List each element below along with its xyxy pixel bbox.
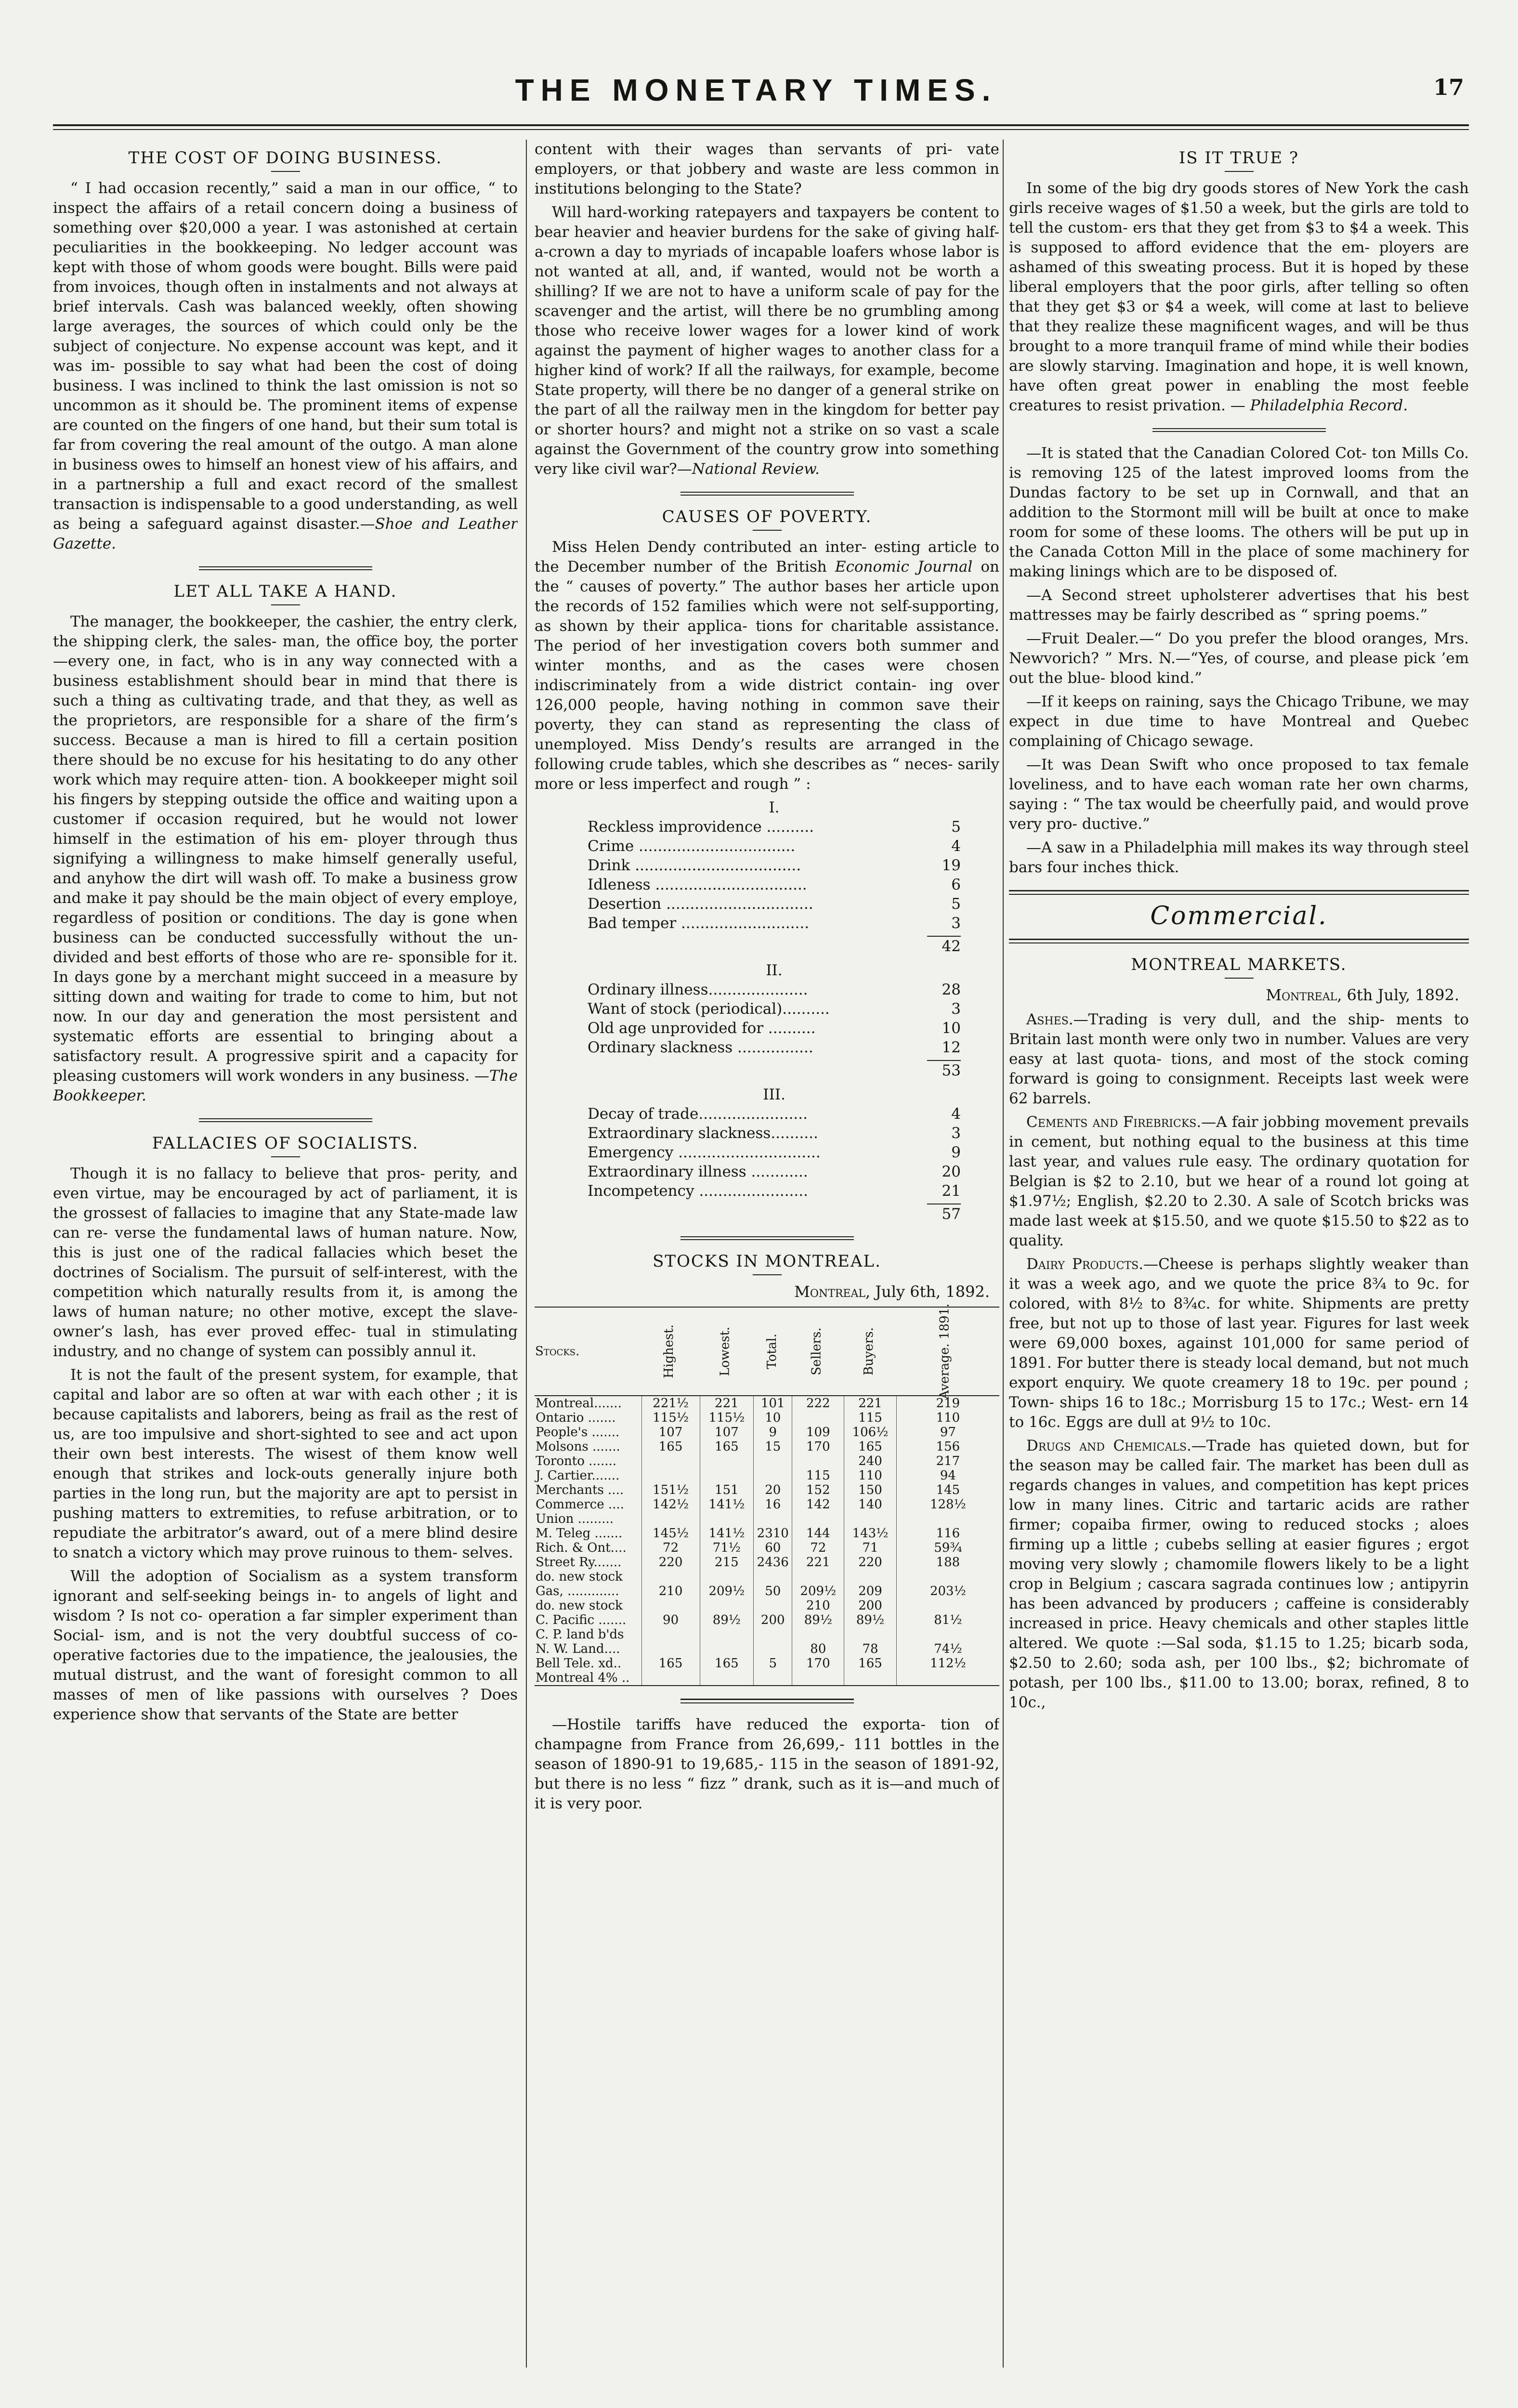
stock-value [844, 1671, 897, 1686]
stock-value: 16 [754, 1497, 792, 1512]
stock-value: 89½ [792, 1613, 844, 1627]
cause-label: Ordinary illness..................... [588, 981, 808, 998]
stock-value [641, 1642, 700, 1656]
notes-list [1009, 444, 1469, 877]
cause-count: 3 [951, 1000, 961, 1018]
stock-name: Molsons ....... [536, 1440, 620, 1454]
stock-name: Montreal 4% .. [535, 1671, 641, 1686]
cause-row [588, 856, 961, 875]
market-lead: Ashes. [1026, 1011, 1073, 1028]
article-title-true: IS IT TRUE ? [1178, 148, 1299, 168]
table-row [535, 1671, 999, 1686]
stock-value: 140 [844, 1497, 897, 1512]
stock-name: Montreal....... [536, 1396, 622, 1411]
stock-value [792, 1570, 844, 1584]
article-title-hand: LET ALL TAKE A HAND. [173, 582, 397, 601]
cause-count: 3 [951, 1125, 961, 1142]
cause-count: 28 [942, 981, 961, 998]
table-row [535, 1512, 999, 1526]
stock-value [641, 1570, 700, 1584]
table-row [535, 1613, 999, 1627]
stock-value: 80 [792, 1642, 844, 1656]
stock-value: 150 [844, 1483, 897, 1497]
stock-value: 221 [700, 1396, 753, 1411]
stock-value [896, 1512, 999, 1526]
cause-count: 3 [951, 915, 961, 932]
article-separator [680, 492, 854, 496]
cause-label: Ordinary slackness ................ [588, 1039, 813, 1056]
stock-value: 200 [754, 1613, 792, 1627]
stock-value [792, 1411, 844, 1425]
cause-label: Drink ................................... [588, 857, 801, 874]
column-2 [535, 140, 999, 2368]
cause-row [588, 1143, 961, 1162]
stock-value [700, 1454, 753, 1468]
stock-value: 2436 [754, 1555, 792, 1570]
stock-value: 78 [844, 1642, 897, 1656]
stock-value: 210 [792, 1598, 844, 1613]
markets-dateline: Montreal, 6th July, 1892. [1266, 986, 1459, 1004]
stock-value: 222 [792, 1396, 844, 1411]
stock-name: C. P. land b'ds [536, 1627, 624, 1642]
article-body-true: In some of the big dry goods stores of New York the cash girls receive wages of $1.50 a week, but the girls are told to tell the custom- ers that they get from $3 to $4 a week. This is supposed to afford evidence that the em- ployers are ashamed of this sweating process. But it is hoped by these liberal employers that the poor girls, after telling so often that they get $3 or $4 a week, will come at last to believe that they realize these magnificent wages, and will be thus brought to a more tranquil frame of mind while their bodies are slowly starving. Imagination and hope, it is well known, have often great power in enabling the most feeble creatures to resist privation. — Philadelphia Record. [1009, 180, 1469, 414]
cause-label: Bad temper ........................... [588, 915, 810, 932]
article-separator [680, 1236, 854, 1240]
article-paragraph: Will the adoption of Socialism as a system transform ignorant and self-seeking beings in- to angels of light and wisdom ? Is not co- operation a far simpler experiment than Social- ism, and is not the very doubtful success of co- operative factories due to the impatience, the jealousies, the mutual distrust, and the want of foresight common to all masses of men of like passions with ourselves ? Does experience show that servants of the State are better [53, 1568, 518, 1723]
stock-value: 74½ [896, 1642, 999, 1656]
article-title-stocks: STOCKS IN MONTREAL. [653, 1252, 881, 1271]
title-dash [753, 530, 782, 531]
cause-count: 10 [942, 1020, 961, 1037]
stock-name: N. W. Land.... [536, 1642, 620, 1656]
market-text: —Cheese is perhaps slightly weaker than it was a week ago, and we quote the price 8¾ to 9c. for colored, with 8½ to 8¾c. for white. Shipments are pretty free, but not up to those of last year. Figures for last week were 69,000 boxes, against 101,000 for same period of 1891. For butter there is steady local demand, but not much export enquiry. We quote creamery 18 to 19c. per pound ; Town- ships 16 to 18c.; Morrisburg 15 to 17c.; West- ern 14 to 16c. Eggs are dull at 9½ to 10c. [1009, 1256, 1469, 1431]
stock-value: 209½ [792, 1584, 844, 1598]
stock-name: do. new stock [536, 1570, 623, 1584]
market-paragraph [1009, 1255, 1469, 1432]
stock-value [754, 1671, 792, 1686]
stock-value [844, 1627, 897, 1642]
cause-count: 4 [951, 1105, 961, 1123]
column-header: Lowest. [700, 1307, 753, 1396]
stock-value [700, 1570, 753, 1584]
stock-name: Union ......... [536, 1512, 614, 1526]
column-header: Highest. [641, 1307, 700, 1396]
cause-row [588, 1038, 961, 1057]
table-row [535, 1598, 999, 1613]
article-credit: National Review. [692, 460, 820, 478]
table-row [535, 1656, 999, 1671]
cause-label: Incompetency ....................... [588, 1182, 808, 1200]
stock-value [896, 1570, 999, 1584]
cause-count: 6 [951, 876, 961, 893]
title-dash [1225, 978, 1254, 979]
stock-value [700, 1512, 753, 1526]
stock-value: 71 [844, 1541, 897, 1555]
stock-value [792, 1671, 844, 1686]
stock-value: 115 [844, 1411, 897, 1425]
group-numeral: II. [766, 962, 783, 979]
stock-value [641, 1468, 700, 1483]
cause-label: Extraordinary slackness.......... [588, 1125, 818, 1142]
stock-value: 145½ [641, 1526, 700, 1541]
table-row [535, 1642, 999, 1656]
cause-row [588, 1019, 961, 1038]
market-reports [1009, 1010, 1469, 1713]
stock-value [844, 1570, 897, 1584]
stock-value [844, 1512, 897, 1526]
market-text: —Trade has quieted down, but for the season may be called fair. The market has been dull as regards changes in values, and competition has kept prices low in many lines. Citric and tartaric acids are rather firmer; copaiba firmer, owing to reduced stocks ; aloes firming up a little ; cubebs selling at easier figures ; ergot moving very slowly ; chamomile flowers likely to be a light crop in Belgium ; cascara sagrada continues low ; antipyrin has been advanced by producers ; caffeine is considerably increased in price. Heavy chemicals and other staples little altered. We quote :—Sal soda, $1.15 to 1.25; bicarb soda, $2.50 to 2.60; soda ash, per 100 lbs., $2; bichromate of potash, per 100 lbs., $11.00 to 13.00; borax, refined, 8 to 10c., [1009, 1437, 1469, 1711]
stock-value [641, 1627, 700, 1642]
table-row [535, 1584, 999, 1598]
stock-value [792, 1512, 844, 1526]
stock-value: 115½ [641, 1411, 700, 1425]
cause-row [588, 894, 961, 914]
article-paragraph: Will hard-working ratepayers and taxpayers be content to bear heavier and heavier burdens for the sake of giving half-a-crown a day to myriads of incapable loafers whose labor is not wanted at all, and, if wanted, would not be worth a shilling? If we are not to have a uniform scale of pay for the scavenger and the artist, will there be no grumbling among those who receive lower wages for a lower kind of work against the payment of higher wages to another class for a higher kind of work? If all the railways, for example, become State property, will there be no danger of a general strike on the part of all the railway men in the kingdom for better pay or shorter hours? and might not a strike on so vast a scale against the Government of the country grow into something very like civil war?—National Review. [535, 204, 999, 478]
stock-value: 209 [844, 1584, 897, 1598]
column-3 [1009, 140, 1469, 2368]
stock-value: 89½ [844, 1613, 897, 1627]
stock-value: 60 [754, 1541, 792, 1555]
market-text: —A fair jobbing movement prevails in cement, but nothing equal to the business at this time last year, and values rule easy. The ordinary quotation for Belgian is $2 to 2.10, but we hear of a round lot going at $1.97½; English, $2.20 to 2.30. A sale of Scotch bricks was made last week at $15.50, and we quote $15.50 to $22 as to quality. [1009, 1113, 1469, 1249]
stock-name: J. Cartier....... [536, 1468, 620, 1483]
article-credit: —The Bookkeeper. [53, 1067, 518, 1104]
stock-value: 59¾ [896, 1541, 999, 1555]
stock-value [754, 1598, 792, 1613]
cause-count: 4 [951, 838, 961, 855]
article-separator [199, 1118, 372, 1122]
column-header: Average. 1891. [896, 1307, 999, 1396]
stock-value: 81½ [896, 1613, 999, 1627]
market-paragraph [1009, 1436, 1469, 1713]
stock-value: 221 [792, 1555, 844, 1570]
stock-value [754, 1642, 792, 1656]
cause-count: 19 [942, 857, 961, 874]
stock-name: Rich. & Ont.... [536, 1541, 627, 1555]
table-row [535, 1541, 999, 1555]
header-rule [53, 124, 1469, 126]
stock-value: 170 [792, 1656, 844, 1671]
cause-label: Emergency .............................. [588, 1144, 821, 1161]
cause-label: Old age unprovided for .......... [588, 1020, 816, 1037]
news-note: —It was Dean Swift who once proposed to tax female loveliness, and to have each woman rate her own charms, saying : “ The tax would be cheerfully paid, and would prove very pro- ductive.” [1009, 756, 1469, 833]
stock-value [700, 1642, 753, 1656]
column-divider-2 [1003, 140, 1004, 2368]
stock-value: 145 [896, 1483, 999, 1497]
table-row [535, 1425, 999, 1440]
stock-value: 240 [844, 1454, 897, 1468]
cause-label: Extraordinary illness ............ [588, 1163, 808, 1180]
stock-value: 142 [792, 1497, 844, 1512]
cause-label: Desertion ............................... [588, 895, 813, 913]
stock-value: 112½ [896, 1656, 999, 1671]
table-row [535, 1483, 999, 1497]
stock-value: 165 [641, 1440, 700, 1454]
stock-value: 165 [700, 1656, 753, 1671]
stock-value: 143½ [844, 1526, 897, 1541]
group-total: 53 [927, 1060, 961, 1080]
stock-value: 151 [700, 1483, 753, 1497]
table-row [535, 1497, 999, 1512]
news-note: —If it keeps on raining, says the Chicago Tribune, we may expect in due time to have Montreal and Quebec complaining of Chicago sewage. [1009, 693, 1469, 750]
stocks-dateline: Montreal, July 6th, 1892. [794, 1283, 990, 1301]
stock-value: 165 [641, 1656, 700, 1671]
stock-value: 165 [844, 1656, 897, 1671]
stock-value [754, 1570, 792, 1584]
cause-row [588, 1181, 961, 1201]
stock-value [754, 1512, 792, 1526]
article-title-markets: MONTREAL MARKETS. [1131, 955, 1347, 974]
stock-value: 210 [641, 1584, 700, 1598]
cause-count: 5 [951, 818, 961, 836]
note-champagne: —Hostile tariffs have reduced the exporta- tion of champagne from France from 26,699,- 111 bottles in the season of 1890-91 to 19,685,- 115 in the season of 1891-92, but there is no less “ fizz ” drank, such as it is—and much of it is very poor. [535, 1716, 999, 1812]
page-number: 17 [1433, 74, 1464, 100]
table-header-row [535, 1307, 999, 1396]
stock-value: 89½ [700, 1613, 753, 1627]
stock-value: 72 [641, 1541, 700, 1555]
article-title-fallacies: FALLACIES OF SOCIALISTS. [152, 1134, 419, 1153]
column-header: Total. [754, 1307, 792, 1396]
stock-name: Commerce .... [536, 1497, 624, 1512]
stock-name: Merchants .... [536, 1483, 624, 1497]
article-paragraph: Miss Helen Dendy contributed an inter- esting article to the December number of the British Economic Journal on the “ causes of poverty.” The author bases her article upon the records of 152 families which were not self-supporting, as shown by their applica- tions for charitable assistance. The period of her investigation covers both summer and winter months, and as the cases were chosen indiscriminately from a wide district contain- ing over 126,000 people, having nothing in common save their poverty, they can stand as representing the class of unemployed. Miss Dendy’s results are arranged in the following crude tables, which she describes as “ neces- sarily more or less imperfect and rough ” : [535, 538, 999, 793]
cause-count: 20 [942, 1163, 961, 1180]
stock-name: C. Pacific ....... [536, 1613, 627, 1627]
title-dash [1225, 171, 1254, 172]
stock-value [754, 1627, 792, 1642]
stock-value: 110 [844, 1468, 897, 1483]
news-note: —It is stated that the Canadian Colored Cot- ton Mills Co. is removing 125 of the latest improved looms from the Dundas factory to be set up in Cornwall, and that an addition to the Stormont mill will be built at once to make room for some of these looms. The others will be put up in the Canada Cotton Mill in the place of some machinery for making linings which are to be disposed of. [1009, 445, 1469, 580]
stock-value: 188 [896, 1555, 999, 1570]
article-separator [1152, 428, 1326, 432]
article-paragraph: Though it is no fallacy to believe that pros- perity, and even virtue, may be encouraged by act of parliament, it is the grossest of fallacies to imagine that any State-made law can re- verse the fundamental laws of human nature. Now, this is just one of the radical fallacies which beset the doctrines of Socialism. The pursuit of self-interest, with the competition which naturally results from it, is among the laws of human nature; no other motive, except the slave-owner’s lash, has ever proved effec- tual in stimulating industry, and no change of system can possibly annul it. [53, 1165, 518, 1360]
stock-value: 101 [754, 1396, 792, 1411]
stock-value: 165 [844, 1440, 897, 1454]
table-row [535, 1440, 999, 1454]
stock-value: 151½ [641, 1483, 700, 1497]
stock-name: do. new stock [536, 1598, 623, 1613]
cause-count: 12 [942, 1039, 961, 1056]
stock-value: 115½ [700, 1411, 753, 1425]
table-row [535, 1411, 999, 1425]
cause-label: Want of stock (periodical).......... [588, 1000, 830, 1018]
article-body-hand: The manager, the bookkeeper, the cashier, the entry clerk, the shipping clerk, the sales- man, the office boy, the porter—every one, in fact, who is in any way connected with a business establishment should bear in mind that there is such a thing as cultivating trade, and that they, as well as the proprietors, are responsible for a share of the firm’s success. Because a man is hired to fill a certain position there should be no excuse for his hesitating to do any other work which may require atten- tion. A bookkeeper might soil his fingers by stepping outside the office and waiting upon a customer if occasion required, but he would not lower himself in the estimation of his em- ployer through thus signifying a willingness to make himself generally useful, and anyhow the dirt will wash off. To make a business grow and make it pay should be the main object of every employe, regardless of position or conditions. The day is gone when business can be conducted successfully without the un- divided and best efforts of those who are re- sponsible for it. In days gone by a merchant might succeed in a measure by sitting down and waiting for trade to come to him, but not now. In our day and generation the most persistent and systematic efforts are essential to bringing about a satisfactory result. A progressive spirit and a capacity for pleasing customers will work wonders in any business. —The Bookkeeper. [53, 613, 518, 1104]
table-row [535, 1454, 999, 1468]
table-row [535, 1570, 999, 1584]
stock-value: 107 [700, 1425, 753, 1440]
title-dash [271, 604, 300, 605]
stock-value: 142½ [641, 1497, 700, 1512]
column-header: Stocks. [535, 1307, 641, 1396]
stock-value: 221 [844, 1396, 897, 1411]
section-rule [1009, 890, 1469, 895]
journal-name: Economic Journal [835, 558, 973, 576]
stock-value: 141½ [700, 1526, 753, 1541]
stock-value: 220 [641, 1555, 700, 1570]
stock-value [792, 1454, 844, 1468]
group-total: 57 [927, 1204, 961, 1224]
stock-value: 9 [754, 1425, 792, 1440]
stock-value: 2310 [754, 1526, 792, 1541]
stock-value: 115 [792, 1468, 844, 1483]
news-note: —A saw in a Philadelphia mill makes its way through steel bars four inches thick. [1009, 839, 1469, 876]
article-body-cost: “ I had occasion recently,” said a man in our office, “ to inspect the affairs of a retail concern doing a business of something over $20,000 a year. I was astonished at certain peculiarities in the bookkeeping. No ledger account was kept with those of whom goods were bought. Bills were paid from invoices, though often in instalments and not always at brief intervals. Cash was balanced weekly, often showing large averages, the sources of which could only be the subject of conjecture. No expense account was kept, and it was im- possible to say what had been the cost of doing business. I was inclined to think the last omission is not so uncommon as it should be. The prominent items of expense are counted on the fingers of one hand, but their sum total is far from covering the real amount of the outgo. A man alone in business owes to himself an honest view of his affairs, and in a partnership a full and exact record of the smallest transaction is indispensable to a good understanding, as well as being a safeguard against disaster.—Shoe and Leather Gazette. [53, 180, 518, 552]
table-row [535, 1555, 999, 1570]
stock-name: Bell Tele. xd.. [536, 1656, 622, 1671]
stock-value: 15 [754, 1440, 792, 1454]
stock-value: 116 [896, 1526, 999, 1541]
stock-value: 72 [792, 1541, 844, 1555]
stock-value: 221½ [641, 1396, 700, 1411]
group-numeral: III. [763, 1086, 785, 1103]
market-lead: Dairy Products. [1026, 1256, 1144, 1273]
cause-row [588, 875, 961, 894]
stock-value: 20 [754, 1483, 792, 1497]
stock-value [641, 1512, 700, 1526]
title-dash [753, 1274, 782, 1275]
market-paragraph [1009, 1112, 1469, 1251]
cause-label: Crime ................................. [588, 838, 796, 855]
article-paragraph: content with their wages than servants of pri- vate employers, or that jobbery and waste are less common in institutions belonging to the State? [535, 141, 999, 197]
market-lead: Cements and Firebricks. [1026, 1113, 1202, 1131]
cause-count: 9 [951, 1144, 961, 1161]
stock-value [896, 1627, 999, 1642]
table-row [535, 1526, 999, 1541]
table-row [535, 1396, 999, 1411]
stock-value [896, 1598, 999, 1613]
article-separator [199, 566, 372, 570]
stock-value: 94 [896, 1468, 999, 1483]
stock-value: 144 [792, 1526, 844, 1541]
stock-value: 106½ [844, 1425, 897, 1440]
stock-value: 200 [844, 1598, 897, 1613]
cause-row [588, 914, 961, 933]
stock-value: 107 [641, 1425, 700, 1440]
cause-label: Reckless improvidence .......... [588, 818, 814, 836]
news-note: —Fruit Dealer.—“ Do you prefer the blood oranges, Mrs. Newvorich? ” Mrs. N.—“Yes, of course, and please pick ’em out the blue- blood kind.” [1009, 630, 1469, 687]
cause-row [588, 980, 961, 999]
stock-name: Toronto ....... [536, 1454, 617, 1468]
stock-value: 97 [896, 1425, 999, 1440]
section-heading-commercial: Commercial. [1150, 902, 1328, 930]
stock-value: 152 [792, 1483, 844, 1497]
stock-value [754, 1468, 792, 1483]
group-total: 42 [927, 936, 961, 956]
title-dash [271, 171, 300, 172]
cause-row [588, 837, 961, 856]
poverty-tables [588, 798, 961, 1224]
column-1 [53, 140, 518, 2368]
stock-name: Ontario ....... [536, 1411, 616, 1425]
article-title-poverty: CAUSES OF POVERTY. [662, 507, 872, 526]
masthead-title: THE MONETARY TIMES. [515, 73, 997, 107]
title-dash [271, 1156, 300, 1157]
table-row [535, 1627, 999, 1642]
stock-value: 220 [844, 1555, 897, 1570]
stock-value: 90 [641, 1613, 700, 1627]
stock-name: M. Teleg ....... [536, 1526, 623, 1541]
cause-count: 21 [942, 1182, 961, 1200]
group-numeral: I. [769, 799, 780, 816]
stock-value: 71½ [700, 1541, 753, 1555]
cause-row [588, 817, 961, 837]
market-text: —Trading is very dull, and the ship- ments to Britain last month were only two in number. Values are very easy at last quota- tions, and most of the stock coming forward is going to consignment. Receipts last week were 62 barrels. [1009, 1011, 1469, 1107]
cause-row [588, 1104, 961, 1124]
header-rule-thin [53, 129, 1469, 130]
news-note: —A Second street upholsterer advertises that his best mattresses may be fairly described as “ spring poems.” [1009, 587, 1469, 624]
table-row [535, 1468, 999, 1483]
stock-value: 170 [792, 1440, 844, 1454]
market-paragraph [1009, 1010, 1469, 1109]
stock-value [700, 1671, 753, 1686]
stock-value [641, 1671, 700, 1686]
cause-label: Idleness ................................ [588, 876, 807, 893]
stock-value: 203½ [896, 1584, 999, 1598]
article-title-cost: THE COST OF DOING BUSINESS. [128, 148, 443, 168]
stock-value [641, 1454, 700, 1468]
stock-value: 165 [700, 1440, 753, 1454]
cause-row [588, 1124, 961, 1143]
stock-name: People's ....... [536, 1425, 620, 1440]
market-lead: Drugs and Chemicals. [1026, 1437, 1191, 1454]
stocks-table [535, 1303, 999, 1686]
stock-value [641, 1598, 700, 1613]
column-divider-1 [526, 140, 527, 2368]
stock-value: 110 [896, 1411, 999, 1425]
stock-value [700, 1598, 753, 1613]
section-rule [1009, 939, 1469, 943]
stock-value: 5 [754, 1656, 792, 1671]
cause-row [588, 1162, 961, 1181]
stock-value: 109 [792, 1425, 844, 1440]
stock-value: 156 [896, 1440, 999, 1454]
page-header [48, 72, 1464, 125]
stock-value [792, 1627, 844, 1642]
cause-row [588, 999, 961, 1019]
stock-name: Street Ry....... [536, 1555, 622, 1570]
cause-label: Decay of trade....................... [588, 1105, 808, 1123]
article-separator [680, 1699, 854, 1703]
column-header: Buyers. [844, 1307, 897, 1396]
stock-value: 219 [896, 1396, 999, 1411]
stock-value: 141½ [700, 1497, 753, 1512]
article-credit: Shoe and Leather Gazette. [53, 515, 518, 552]
article-credit: Philadelphia Record. [1250, 397, 1408, 414]
stock-value: 217 [896, 1454, 999, 1468]
stock-value [700, 1627, 753, 1642]
article-paragraph: It is not the fault of the present system, for example, that capital and labor are so often at war with each other ; it is because capitalists and laborers, being as frail as the rest of us, are too impulsive and short-sighted to see and act upon their own best interests. The wisest of them know well enough that strikes and lock-outs generally injure both parties in the long run, but the majority are apt to persist in pushing matters to extremities, to refuse arbitration, or to repudiate the arbitrator’s award, out of a mere blind desire to snatch a victory which may prove ruinous to them- selves. [53, 1366, 518, 1561]
stock-value [754, 1454, 792, 1468]
stock-value: 215 [700, 1555, 753, 1570]
stock-value: 128½ [896, 1497, 999, 1512]
stock-name: Gas, ............. [536, 1584, 619, 1598]
column-header: Sellers. [792, 1307, 844, 1396]
stock-value: 50 [754, 1584, 792, 1598]
stock-value: 209½ [700, 1584, 753, 1598]
stock-value: 10 [754, 1411, 792, 1425]
stock-value [896, 1671, 999, 1686]
stock-value [700, 1468, 753, 1483]
cause-count: 5 [951, 895, 961, 913]
